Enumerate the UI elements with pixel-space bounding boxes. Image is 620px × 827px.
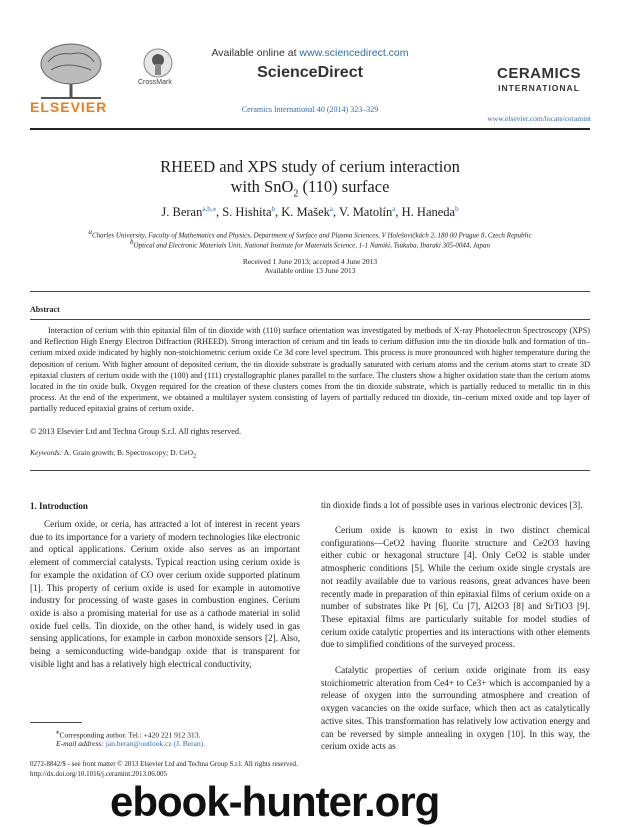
author: J. Beran$^{a,b,⁎}$, bbox=[161, 205, 223, 220]
title-line2: with SnO$_2$ (110) surface bbox=[230, 177, 390, 200]
intro-paragraph-1: Cerium oxide, or ceria, has attracted a lot of interest in recent years due to its importance for a variety of modern technologies like electronic and optical applications. Cerium oxide also serves as an important element of commercial catalysts. Typical reaction using cerium oxide is for example the oxidation of CO over cerium oxide supported platinum [1]. This property of cerium oxide is used for example in automotive industry for processing of waste gases in combustion engines. Cerium oxide is also a promising material for use as a cathode material in solid oxide fuel cells. Tin dioxide, on the other hand, is widely used in gas sensing applications, for example in carbon monoxide sensors [2]. Also, being a semiconducting wide-bandgap oxide that is transparent for visible light and has a relatively high electrical conductivity, bbox=[30, 519, 300, 669]
corresponding-footnote: ⁎Corresponding author. Tel.: +420 221 912 313. bbox=[56, 728, 201, 740]
divider bbox=[30, 319, 590, 320]
title-line1: RHEED and XPS study of cerium interaction bbox=[160, 157, 460, 176]
footnote-divider bbox=[30, 722, 82, 723]
author: S. Hishita$^b$, bbox=[222, 205, 282, 220]
journal-logo-subtitle: INTERNATIONAL bbox=[498, 83, 580, 93]
article-title bbox=[0, 157, 620, 204]
author-list bbox=[0, 205, 620, 220]
author: K. Mašek$^a$, bbox=[281, 205, 340, 220]
divider bbox=[30, 470, 590, 471]
abstract-heading: Abstract bbox=[30, 305, 60, 314]
affiliation-b: $^b$Optical and Electronic Materials Unit, National Institute for Materials Science, 1-1 Namiki, Tsukuba, Ibaraki 305-0044, Japan bbox=[130, 238, 490, 250]
abstract-text: Interaction of cerium with thin epitaxial film of tin dioxide with (110) surface orientation was investigated by methods of X-ray Photoelectron Spectroscopy (XPS) and Reflection High Energy Electron Diffraction (RHEED). Strong interaction of cerium and tin leads to cerium diffusion into the tin dioxide bulk and formation of tin–cerium mixed oxide indicated by highly non-stoichiometric cerium oxide Ce 3d core level spectrum. This process is more pronounced with higher temperature during the deposition of cerium. With higher amount of deposited cerium, the tin dioxide substrate is gradually saturated with cerium atoms and the cerium atoms start to create 3D epitaxial clusters of cerium oxide with the (100) and (111) crystallographic planes parallel to the surface. The clusters show a higher oxidation state than the cerium atoms located in the tin oxide bulk. Oxygen required for the creation of these clusters comes from the tin dioxide substrate, which is partially reduced to metallic tin in this process. At the end of the experiment, we obtained a multilayer system consisting of layers of partially reduced tin dioxide, tin–cerium mixed oxide and top layer of partially reduced epitaxial grains of cerium oxide. bbox=[30, 326, 590, 414]
affiliation-a: $^a$Charles University, Faculty of Mathematics and Physics, Department of Surface and Plasma Sciences, V Holešovičkách 2, 180 00 Prague 8, Czech Republic bbox=[88, 228, 532, 240]
crossmark-label: CrossMark bbox=[138, 79, 172, 86]
keywords: Keywords: A. Grain growth; B. Spectroscopy; D. CeO$_2$ bbox=[30, 448, 197, 460]
available-online-line bbox=[0, 47, 620, 59]
corresponding-mark[interactable]: ⁎ bbox=[212, 205, 216, 213]
intro-paragraph-2: Cerium oxide is known to exist in two distinct chemical configurations—CeO2 having fluorite structure and Ce2O3 having either cubic or hexagonal structure [4]. Only CeO2 is stable under atmospheric conditions [5]. While the cerium oxide single crystals are not readily available due to various reasons, great advances have been recently made in preparation of thin epitaxial films of cerium oxide on a number of substrates like Pt [6], Cu [7], Al2O3 [8] and SrTiO3 [9]. These epitaxial films are particularly suitable for model studies of cerium oxide catalytic properties and its interactions with other elements due to simplified conditions of the surveyed process. bbox=[321, 525, 590, 650]
publisher-name: ELSEVIER bbox=[30, 99, 108, 115]
email-footnote: E-mail address: jan.beran@outlook.cz (J. Beran). bbox=[56, 739, 206, 748]
sciencedirect-logo: ScienceDirect bbox=[257, 64, 363, 81]
sciencedirect-link[interactable]: www.sciencedirect.com bbox=[299, 47, 409, 59]
section-heading: 1. Introduction bbox=[30, 501, 88, 511]
journal-logo-title: CERAMICS bbox=[496, 65, 581, 82]
available-prefix: Available online at bbox=[211, 47, 300, 59]
author: H. Haneda$^b$ bbox=[401, 205, 459, 220]
abstract-copyright: © 2013 Elsevier Ltd and Techna Group S.r.l. All rights reserved. bbox=[30, 427, 242, 436]
header-divider bbox=[30, 128, 590, 130]
journal-url-link[interactable]: www.elsevier.com/locate/ceramint bbox=[487, 114, 591, 123]
journal-reference[interactable]: Ceramics International 40 (2014) 323–329 bbox=[241, 105, 379, 114]
watermark: ebook-hunter.org bbox=[110, 778, 440, 825]
received-dates: Received 1 June 2013; accepted 4 June 2013 bbox=[242, 257, 378, 266]
intro-paragraph-3: Catalytic properties of cerium oxide originate from its easy stoichiometric alteration from Ce4+ to Ce3+ which is accompanied by a release of oxygen into the surrounding atmosphere and creation of oxygen vacancies on the oxide surface, which then act as catalytically active sites. This transformation has relatively low activation energy and can be reversed by simple annealing in oxygen [10]. In this way, the cerium oxide acts as bbox=[321, 665, 590, 752]
email-link[interactable]: jan.beran@outlook.cz (J. Beran). bbox=[105, 739, 206, 748]
intro-paragraph-cont: tin dioxide finds a lot of possible uses in various electronic devices [3]. bbox=[321, 500, 583, 510]
online-date: Available online 13 June 2013 bbox=[264, 266, 356, 275]
issn-line: 0272-8842/$ - see front matter © 2013 Elsevier Ltd and Techna Group S.r.l. All rights reserved. bbox=[30, 760, 298, 768]
doi-link[interactable]: http://dx.doi.org/10.1016/j.ceramint.2013.06.005 bbox=[30, 770, 167, 778]
divider bbox=[30, 291, 590, 292]
author: V. Matolín$^a$, bbox=[339, 205, 402, 220]
